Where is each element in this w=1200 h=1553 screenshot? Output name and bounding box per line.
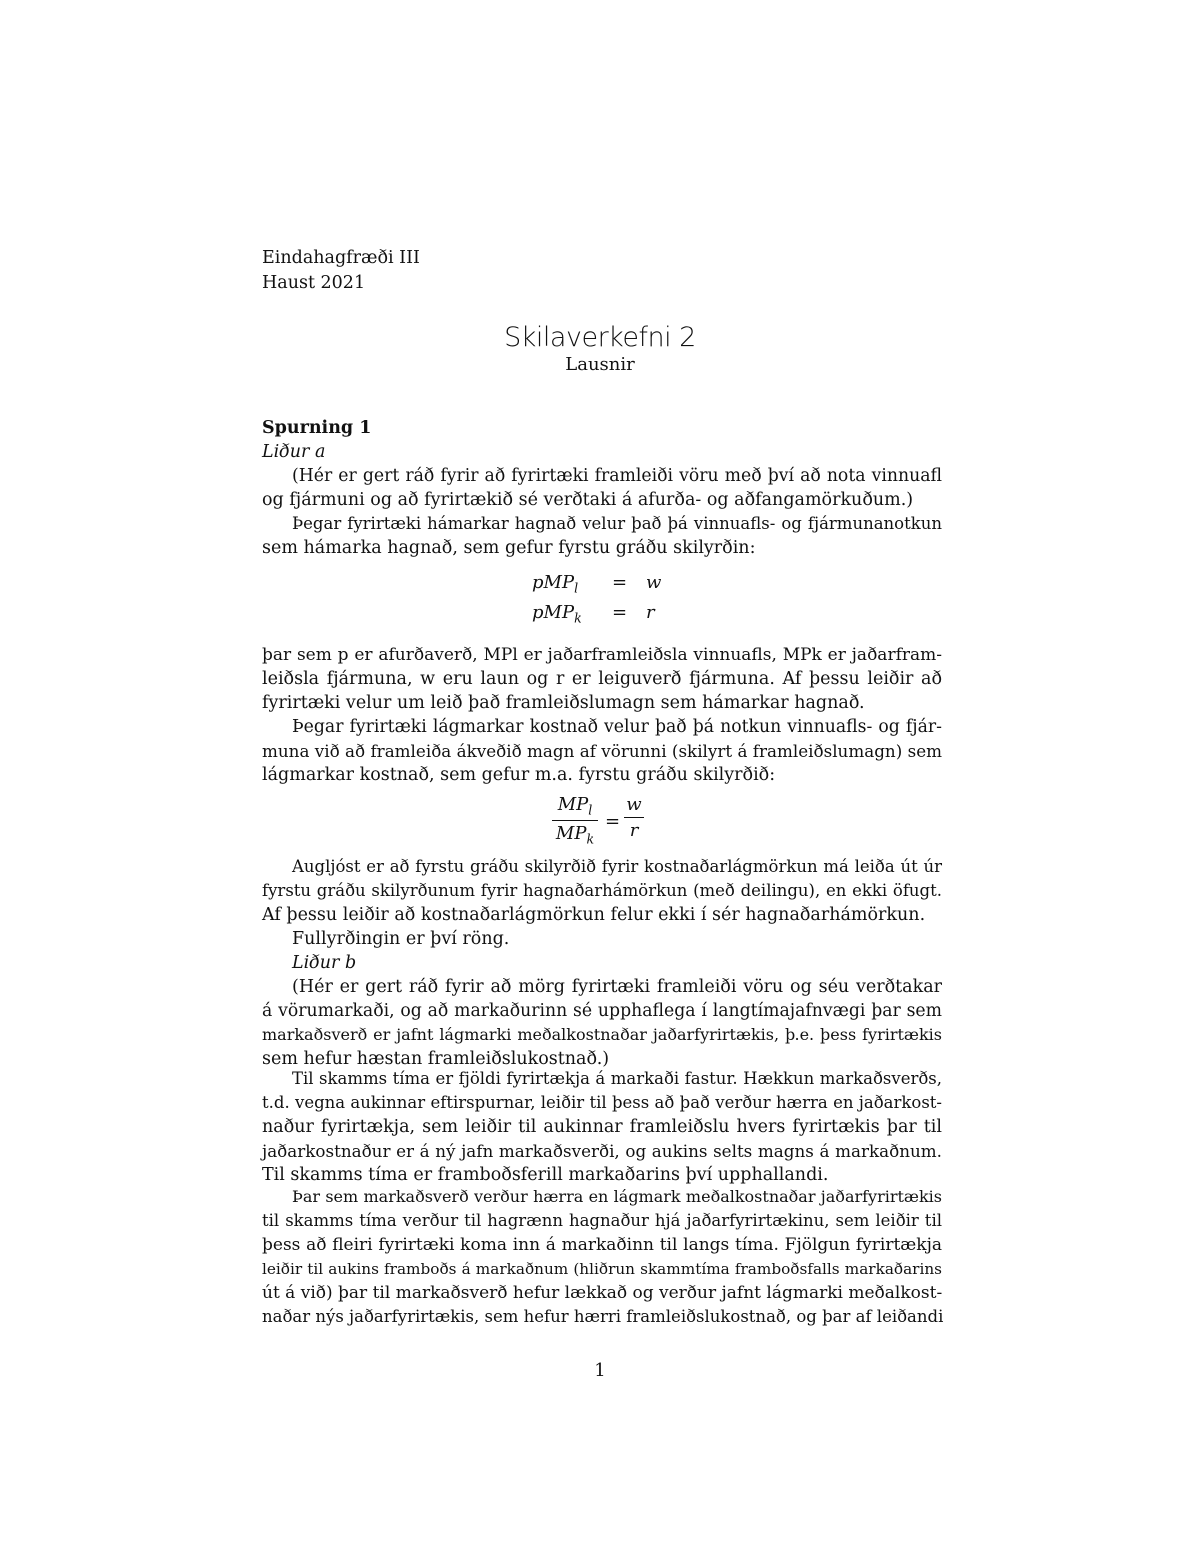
page-number: 1 <box>594 1360 606 1381</box>
text-line: leiðsla fjármuna, w eru laun og r er leiguverð fjármuna. Af þessu leiðir að <box>262 669 942 689</box>
text-line: lágmarkar kostnað, sem gefur m.a. fyrstu gráðu skilyrðið: <box>262 765 776 785</box>
text-line: og fjármuni og að fyrirtækið sé verðtaki á afurða- og aðfangamörkuðum.) <box>262 490 914 510</box>
course-name: Eindahagfræði III <box>262 248 420 268</box>
document-subtitle: Lausnir <box>565 354 635 375</box>
text-line: þar sem p er afurðaverð, MPl er jaðarframleiðsla vinnuafls, MPk er jaðarfram- <box>262 645 942 665</box>
text-line: sem hámarka hagnað, sem gefur fyrstu gráðu skilyrðin: <box>262 538 756 558</box>
text-line: á vörumarkaði, og að markaðurinn sé upphaflega í langtímajafnvægi þar sem <box>262 1001 942 1021</box>
fraction-mp-ratio <box>552 794 598 846</box>
part-b-label: Liður b <box>292 953 357 973</box>
equals-sign: = <box>612 572 628 593</box>
fraction-numerator: w <box>626 794 642 815</box>
text-line: fyrirtæki velur um leið það framleiðslumagn sem hámarkar hagnað. <box>262 693 865 713</box>
text-line: naðar nýs jaðarfyrirtækis, sem hefur hærri framleiðslukostnað, og þar af leiðandi <box>262 1307 944 1326</box>
equation-rhs: w <box>646 572 662 593</box>
term: Haust 2021 <box>262 273 366 293</box>
text-line: Af þessu leiðir að kostnaðarlágmörkun felur ekki í sér hagnaðarhámörkun. <box>262 905 926 925</box>
part-a-paragraph-4 <box>262 855 942 927</box>
part-b-assumption <box>262 975 942 1071</box>
text-line: (Hér er gert ráð fyrir að mörg fyrirtæki framleiði vöru og séu verðtakar <box>292 977 942 997</box>
question-heading: Spurning 1 <box>262 418 372 438</box>
text-line: Þegar fyrirtæki hámarkar hagnað velur það þá vinnuafls- og fjármunanotkun <box>292 514 942 533</box>
equation-rhs: r <box>646 602 655 623</box>
part-a-paragraph-1 <box>262 512 942 560</box>
text-line: t.d. vegna aukinnar eftirspurnar, leiðir til þess að það verður hærra en jaðarkost- <box>262 1093 942 1112</box>
fraction-denominator: $MP_k$ <box>555 822 595 847</box>
part-b-paragraph-1 <box>262 1067 942 1187</box>
part-a-paragraph-2 <box>262 643 942 715</box>
text-line: markaðsverð er jafnt lágmarki meðalkostnaðar jaðarfyrirtækis, þ.e. þess fyrirtækis <box>262 1025 942 1044</box>
question-heading-block <box>262 416 942 464</box>
equation-capital: pMP$_k$ <box>532 602 582 626</box>
text-line: muna við að framleiða ákveðið magn af vörunni (skilyrt á framleiðslumagn) sem <box>262 741 942 761</box>
text-line: Þegar fyrirtæki lágmarkar kostnað velur það þá notkun vinnuafls- og fjár- <box>292 717 942 737</box>
fraction-numerator: $MP_l$ <box>557 794 593 818</box>
text-line: Til skamms tíma er framboðsferill markaðarins því upphallandi. <box>262 1165 829 1185</box>
part-a-conclusion: Fullyrðingin er því röng. <box>292 929 510 949</box>
document-title: Skilaverkefni 2 <box>504 322 696 353</box>
document-header <box>262 246 942 296</box>
equals-sign: = <box>605 811 621 832</box>
part-a-label: Liður a <box>262 442 326 462</box>
part-b-paragraph-2 <box>262 1185 942 1329</box>
part-a-assumption <box>262 464 942 512</box>
text-line: leiðir til aukins framboðs á markaðnum (hliðrun skammtíma framboðsfalls markaðarins <box>262 1260 942 1278</box>
profit-max-equations <box>0 572 1200 632</box>
text-line: fyrstu gráðu skilyrðunum fyrir hagnaðarhámörkun (með deilingu), en ekki öfugt. <box>262 881 942 900</box>
text-line: naður fyrirtækja, sem leiðir til aukinnar framleiðslu hvers fyrirtækis þar til <box>262 1117 942 1137</box>
text-line: (Hér er gert ráð fyrir að fyrirtæki framleiði vöru með því að nota vinnuafl <box>292 466 942 486</box>
part-a-paragraph-3 <box>262 715 942 787</box>
fraction-w-over-r <box>624 794 644 841</box>
fraction-denominator: r <box>629 820 639 841</box>
equals-sign: = <box>612 602 628 623</box>
equation-labor: pMP$_l$ <box>532 572 579 596</box>
text-line: til skamms tíma verður til hagrænn hagnaður hjá jaðarfyrirtækinu, sem leiðir til <box>262 1211 942 1230</box>
fraction-bar <box>624 817 644 818</box>
text-line: jaðarkostnaður er á ný jafn markaðsverði, og aukins selts magns á markaðnum. <box>262 1141 942 1161</box>
text-line: út á við) þar til markaðsverð hefur lækkað og verður jafnt lágmarki meðalkost- <box>262 1283 943 1303</box>
fraction-bar <box>552 820 598 821</box>
text-line: sem hefur hæstan framleiðslukostnað.) <box>262 1049 610 1069</box>
text-line: Augljóst er að fyrstu gráðu skilyrðið fyrir kostnaðarlágmörkun má leiða út úr <box>292 857 942 876</box>
text-line: Þar sem markaðsverð verður hærra en lágmark meðalkostnaðar jaðarfyrirtækis <box>292 1187 942 1206</box>
text-line: þess að fleiri fyrirtæki koma inn á markaðinn til langs tíma. Fjölgun fyrirtækja <box>262 1235 942 1255</box>
text-line: Til skamms tíma er fjöldi fyrirtækja á markaði fastur. Hækkun markaðsverðs, <box>292 1069 942 1088</box>
